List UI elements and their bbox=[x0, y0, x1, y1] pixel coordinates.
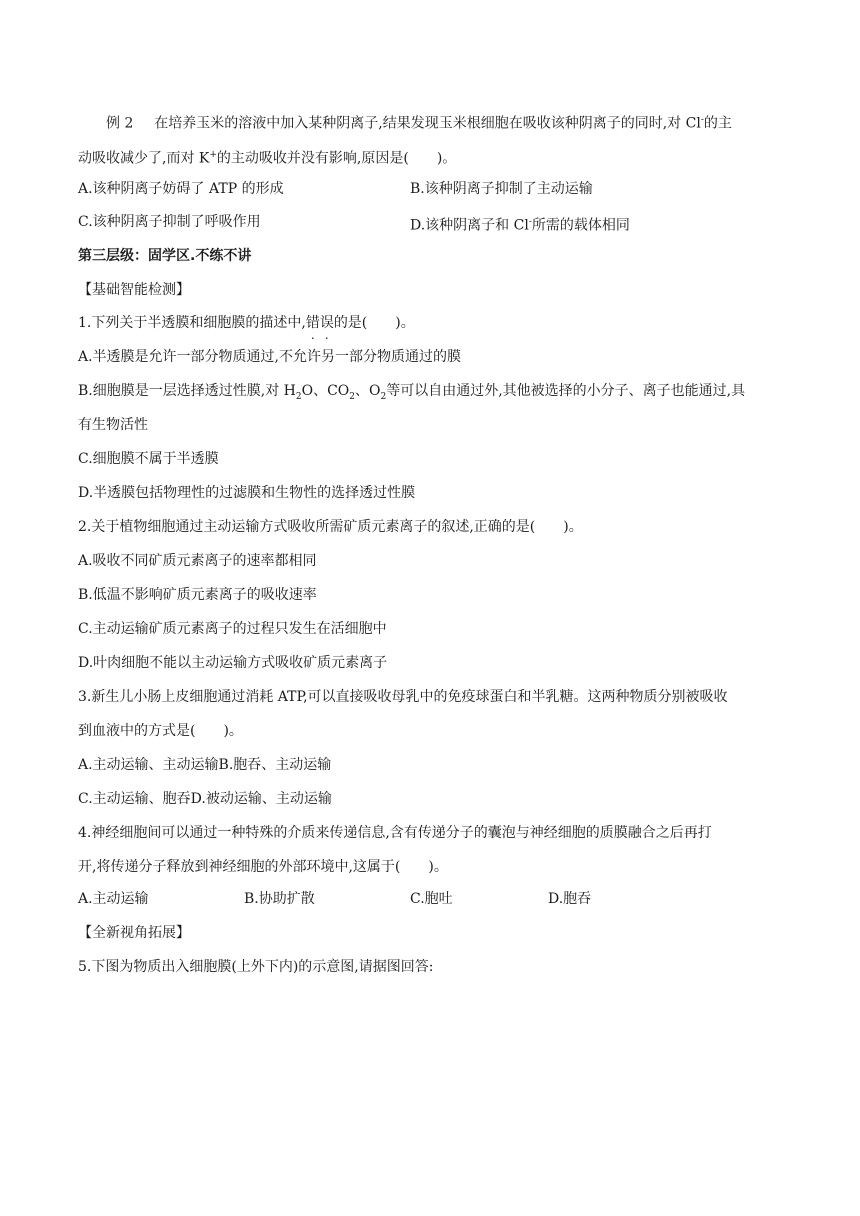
level3-heading: 第三层级：固学区.不练不讲 bbox=[78, 248, 252, 264]
example2-line2 bbox=[78, 145, 456, 169]
q2-option-a: A.吸收不同矿质元素离子的速率都相同 bbox=[78, 553, 317, 569]
chloride-charge: - bbox=[700, 115, 704, 125]
example2-label: 例 2 bbox=[106, 115, 134, 132]
q1-stem bbox=[78, 313, 415, 333]
q4-option-b: B.协助扩散 bbox=[244, 891, 315, 907]
q2-option-c: C.主动运输矿质元素离子的过程只发生在活细胞中 bbox=[78, 621, 387, 637]
example2-text2b: 的主动吸收并没有影响,原因是( )。 bbox=[216, 150, 457, 167]
q1-b-text1: B.细胞膜是一层选择透过性膜,对 H bbox=[78, 383, 296, 399]
q1-option-b-line2: 有生物活性 bbox=[78, 417, 148, 433]
q1-emphasis-1: 错 bbox=[305, 315, 320, 331]
q1-b-text3: 、O bbox=[355, 383, 381, 399]
example2-option-d-text1: D.该种阴离子和 Cl bbox=[410, 217, 529, 234]
q1-option-d: D.半透膜包括物理性的过滤膜和生物性的选择透过性膜 bbox=[78, 485, 416, 501]
example2-option-d-text2: 所需的载体相同 bbox=[531, 217, 630, 234]
chloride-charge-d: - bbox=[528, 217, 532, 227]
basic-section-title: 【基础智能检测】 bbox=[78, 282, 190, 298]
q3-options-cd: C.主动运输、胞吞D.被动运输、主动运输 bbox=[78, 791, 332, 807]
q1-option-c: C.细胞膜不属于半透膜 bbox=[78, 451, 219, 467]
q1-b-text4: 等可以自由通过外,其他被选择的小分子、离子也能通过,具 bbox=[386, 383, 746, 399]
q4-stem-line1: 4.神经细胞间可以通过一种特殊的介质来传递信息,含有传递分子的囊泡与神经细胞的质膜融合之后再打 bbox=[78, 825, 712, 841]
q1-b-sub2: 2 bbox=[349, 391, 355, 402]
q1-option-b-line1 bbox=[78, 381, 745, 407]
q1-option-a: A.半透膜是允许一部分物质通过,不允许另一部分物质通过的膜 bbox=[78, 349, 462, 365]
q2-option-b: B.低温不影响矿质元素离子的吸收速率 bbox=[78, 587, 317, 603]
q4-option-d: D.胞吞 bbox=[548, 891, 592, 907]
q2-stem: 2.关于植物细胞通过主动运输方式吸收所需矿质元素离子的叙述,正确的是( )。 bbox=[78, 519, 583, 535]
example2-text1a: 在培养玉米的溶液中加入某种阴离子,结果发现玉米根细胞在吸收该种阴离子的同时,对 Cl bbox=[154, 115, 701, 132]
q3-stem-line1: 3.新生儿小肠上皮细胞通过消耗 ATP,可以直接吸收母乳中的免疫球蛋白和半乳糖。这两种物质分别被吸收 bbox=[78, 689, 728, 705]
example2-option-d bbox=[410, 212, 630, 236]
q5-stem: 5.下图为物质出入细胞膜(上外下内)的示意图,请据图回答: bbox=[78, 959, 434, 975]
q1-b-sub3: 2 bbox=[380, 391, 387, 402]
example2-option-a: A.该种阴离子妨碍了 ATP 的形成 bbox=[78, 181, 284, 197]
q4-stem-line2: 开,将传递分子释放到神经细胞的外部环境中,这属于( )。 bbox=[78, 859, 448, 875]
q1-b-text2: O、CO bbox=[301, 383, 350, 399]
q2-option-d: D.叶肉细胞不能以主动运输方式吸收矿质元素离子 bbox=[78, 655, 388, 671]
q4-option-a: A.主动运输 bbox=[78, 891, 149, 907]
example2-option-c: C.该种阴离子抑制了呼吸作用 bbox=[78, 214, 261, 230]
q3-options-ab: A.主动运输、主动运输B.胞吞、主动运输 bbox=[78, 757, 332, 773]
example2-line1 bbox=[106, 110, 732, 134]
q1-emphasis-2: 误 bbox=[319, 315, 334, 331]
potassium-charge: + bbox=[209, 150, 217, 160]
new-section-title: 【全新视角拓展】 bbox=[78, 925, 190, 941]
example2-option-b: B.该种阴离子抑制了主动运输 bbox=[410, 181, 593, 197]
q1-stem-text2: 的是( )。 bbox=[333, 315, 415, 331]
q4-option-c: C.胞吐 bbox=[410, 891, 453, 907]
q1-stem-text1: 1.下列关于半透膜和细胞膜的描述中, bbox=[78, 315, 306, 331]
example2-text1b: 的主 bbox=[703, 115, 732, 132]
q1-b-sub1: 2 bbox=[295, 391, 302, 402]
q3-stem-line2: 到血液中的方式是( )。 bbox=[78, 723, 243, 739]
example2-text2a: 动吸收减少了,而对 K bbox=[78, 150, 210, 167]
